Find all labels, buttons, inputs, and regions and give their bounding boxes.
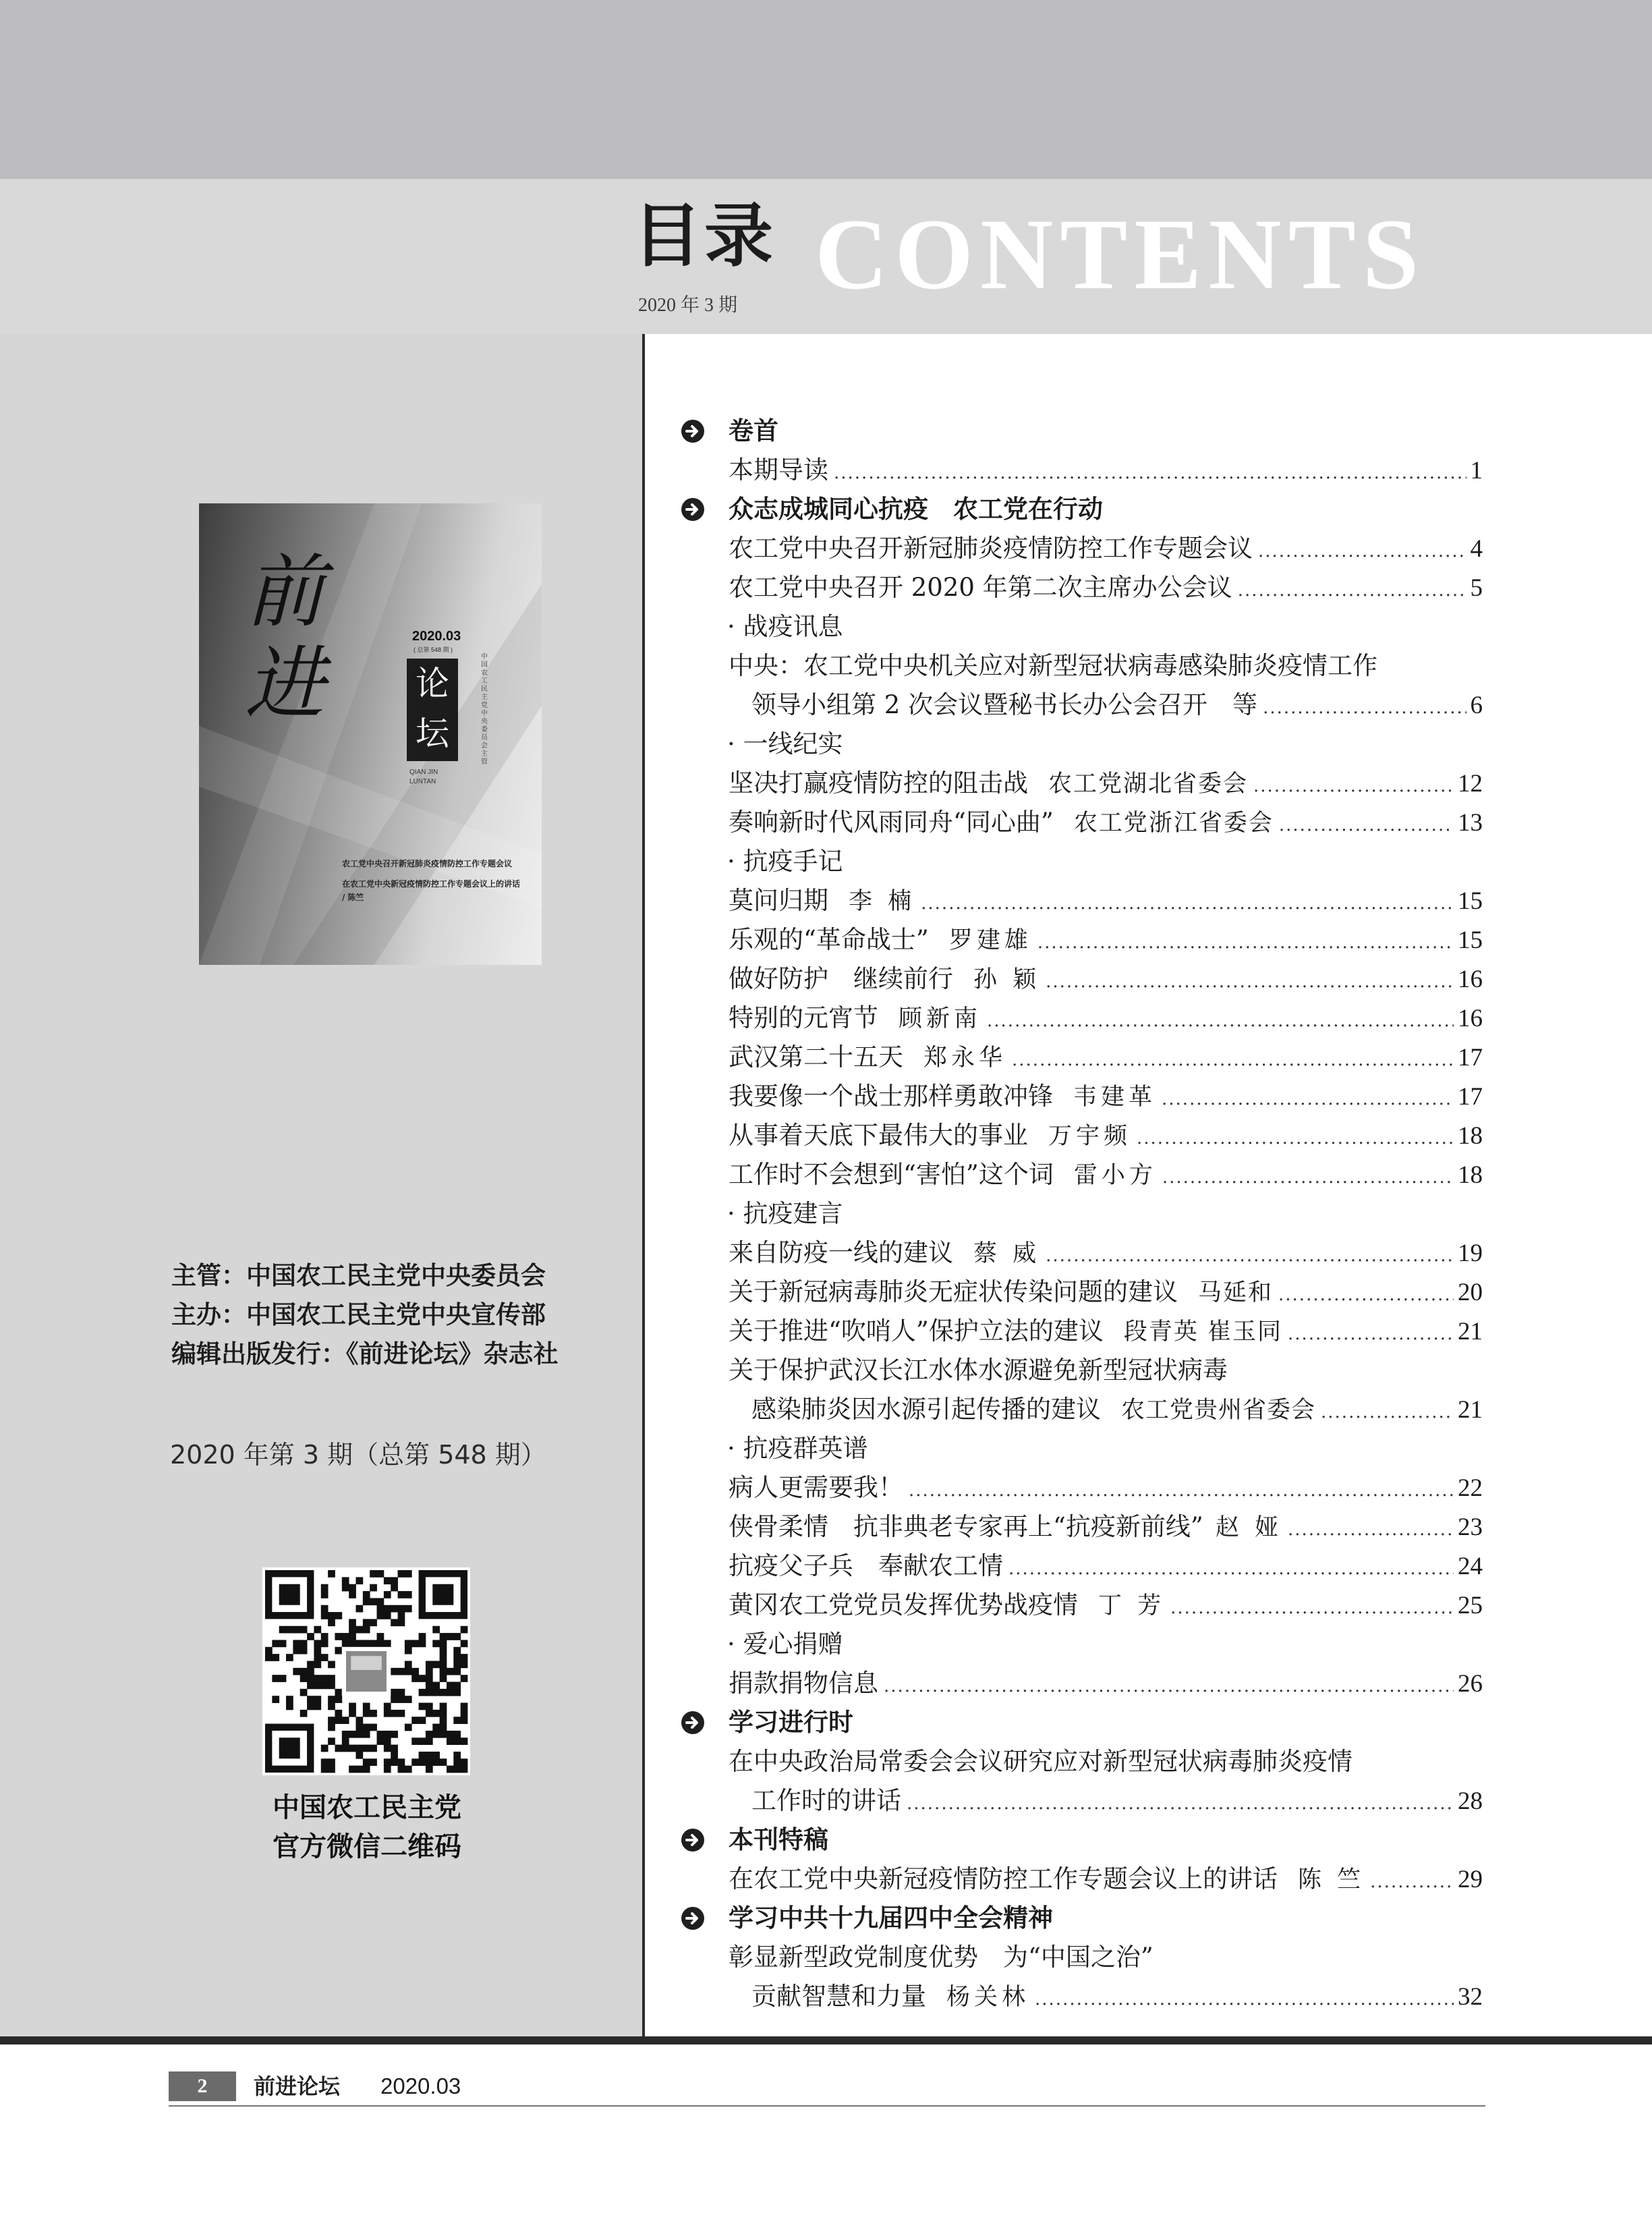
toc-entry-title: 我要像一个战士那样勇敢冲锋 [729,1082,1053,1111]
cover-headlines [342,857,524,911]
toc-entry-page: 18 [1458,1161,1483,1189]
toc-entry-page: 17 [1458,1083,1483,1111]
toc-entry-page: 19 [1458,1240,1483,1267]
toc-entry-title: 农工党中央召开 2020 年第二次主席办公会议 [729,573,1232,602]
toc-subsection: · 战疫讯息 [727,612,843,641]
toc-section[interactable] [681,412,1483,451]
leader-dots [1321,1393,1454,1432]
toc-section-title: 学习中共十九届四中全会精神 [729,1903,1053,1932]
toc-entry-page: 24 [1458,1553,1483,1580]
issue-label: 2020 年 3 期 [638,295,738,316]
toc-entry-title: 在农工党中央新冠疫情防控工作专题会议上的讲话 [729,1864,1278,1893]
toc-entry[interactable] [681,1116,1483,1155]
leader-dots [1170,1588,1454,1627]
toc-entry[interactable] [681,1233,1483,1273]
toc-entry-title: 奏响新时代风雨同舟“同心曲” [729,808,1054,837]
cover-calligraphy: 前进 [245,545,325,730]
toc-entry[interactable] [681,1468,1483,1507]
arrow-right-icon [681,498,704,521]
leader-dots [1370,1862,1454,1901]
toc-subsection: · 一线纪实 [727,729,843,758]
toc-entry-page: 5 [1470,574,1483,602]
toc-entry-title: 做好防护 继续前行 [729,964,953,993]
toc-entry-page: 15 [1458,926,1483,954]
toc-entry[interactable] [681,1312,1483,1351]
cover-date-sub: ( 总第 548 期 ) [414,646,453,653]
toc-entry-page: 16 [1458,966,1483,993]
qr-caption [220,1788,514,1866]
toc-entry-page: 1 [1470,457,1483,484]
toc-entry[interactable] [681,1977,1483,2016]
leader-dots [884,1667,1454,1706]
toc-entry-author: 丁 芳 [1098,1592,1166,1619]
toc-entry-title: 农工党中央召开新冠肺炎疫情防控工作专题会议 [729,534,1253,563]
toc-entry-page: 25 [1458,1592,1483,1619]
toc-section[interactable] [681,1703,1483,1742]
toc-entry-title: 病人更需要我！ [729,1473,903,1502]
toc-entry-author: 罗建雄 [948,927,1032,954]
leader-dots [1263,688,1466,727]
toc-entry-author: 陈 竺 [1298,1866,1365,1893]
page-title: 目录 [633,196,776,277]
issue-note: 2020 年第 3 期（总第 548 期） [170,1440,546,1470]
leader-dots [1278,1275,1454,1314]
toc-entry-title: 贡献智慧和力量 [751,1982,926,2011]
toc-entry[interactable] [681,764,1483,803]
leader-dots [921,884,1454,923]
toc-entry-author: 郑永华 [923,1045,1007,1072]
toc-entry[interactable] [681,959,1483,999]
toc-entry-author: 顾新南 [899,1005,982,1032]
toc-entry-author: 赵 娅 [1215,1514,1282,1541]
toc-entry-page: 12 [1458,770,1483,798]
toc-entry-title: 本期导读 [729,455,828,484]
header-band [0,0,1652,179]
toc-entry-title: 关于新冠病毒肺炎无症状传染问题的建议 [729,1277,1178,1306]
toc-entry-title: 感染肺炎因水源引起传播的建议 [751,1395,1101,1424]
leader-dots [1253,767,1454,806]
leader-dots [1037,923,1454,962]
toc-entry-page: 17 [1458,1044,1483,1072]
toc-entry-page: 29 [1458,1866,1483,1893]
leader-dots [1238,571,1466,610]
cover-pinyin-1: QIAN JIN [409,769,438,776]
toc-entry-line[interactable]: 关于保护武汉长江水体水源避免新型冠状病毒 [729,1356,1228,1385]
toc-entry-title: 关于推进“吹哨人”保护立法的建议 [729,1316,1104,1345]
toc-entry-author: 孙 颖 [973,966,1041,993]
toc-entry[interactable] [681,1860,1483,1899]
toc-entry-title: 特别的元宵节 [729,1003,878,1032]
toc-entry-page: 21 [1458,1318,1483,1345]
toc-entry-page: 18 [1458,1122,1483,1150]
toc-entry-author: 雷小方 [1073,1162,1157,1189]
toc-entry[interactable] [681,1077,1483,1116]
toc-entry-author: 韦建革 [1073,1084,1157,1111]
toc-entry-title: 莫问归期 [729,886,828,915]
toc-section-title: 众志成城同心抗疫 农工党在行动 [729,495,1103,524]
toc-entry[interactable] [681,1547,1483,1586]
toc-entry[interactable] [681,568,1483,607]
footer-rule [169,2105,1485,2107]
toc-entry-author: 农工党贵州省委会 [1121,1397,1316,1424]
toc-subsection: · 抗疫建言 [727,1199,843,1228]
leader-dots [1288,1314,1454,1354]
toc-entry-author: 农工党湖北省委会 [1048,771,1249,798]
arrow-right-icon [681,1829,704,1852]
toc-entry-author: 马延和 [1198,1279,1274,1306]
qr-code-image [262,1567,470,1775]
toc-entry[interactable] [681,1781,1483,1820]
qr-caption-2: 官方微信二维码 [273,1831,461,1862]
toc-entry[interactable] [681,920,1483,959]
toc-entry[interactable] [681,1155,1483,1194]
leader-dots [1279,806,1454,845]
publisher-line-3: 编辑出版发行：《前进论坛》杂志社 [171,1339,559,1368]
toc-entry-title: 来自防疫一线的建议 [729,1238,953,1267]
toc-entry-title: 抗疫父子兵 奉献农工情 [729,1551,1003,1580]
magazine-cover[interactable] [199,503,542,965]
toc-entry-title: 工作时不会想到“害怕”这个词 [729,1160,1054,1189]
toc-section-title: 学习进行时 [729,1708,853,1737]
cover-title-text: 论坛 [416,664,449,753]
toc-entry-page: 4 [1470,535,1483,563]
leader-dots [1046,962,1454,1001]
leader-dots [834,453,1466,493]
vertical-divider [642,334,645,2041]
publisher-line-1: 主管：中国农工民主党中央委员会 [171,1261,546,1290]
toc-section-title: 卷首 [729,416,778,445]
leader-dots [1012,1040,1454,1080]
toc-section[interactable] [681,490,1483,529]
toc-entry-title: 黄冈农工党党员发挥优势战疫情 [729,1590,1078,1619]
toc-entry-page: 20 [1458,1279,1483,1306]
toc-entry-author: 万宇频 [1048,1123,1132,1150]
toc-entry[interactable] [681,529,1483,568]
leader-dots [1258,532,1466,571]
arrow-right-icon [681,420,704,443]
leader-dots [907,1784,1454,1823]
toc-entry-title: 捐款捐物信息 [729,1669,878,1698]
toc-entry[interactable] [681,1664,1483,1703]
toc-entry[interactable] [681,1038,1483,1077]
publisher-info [171,1256,559,1374]
toc-entry-title: 侠骨柔情 抗非典老专家再上“抗疫新前线” [729,1512,1203,1541]
toc-entry-page: 32 [1458,1983,1483,2011]
contents-heading: CONTENTS [815,198,1426,310]
qr-caption-1: 中国农工民主党 [273,1791,461,1823]
toc-entry-title: 从事着天底下最伟大的事业 [729,1121,1028,1150]
toc-entry-page: 26 [1458,1670,1483,1698]
cover-pinyin [409,768,438,787]
toc-entry[interactable] [681,1507,1483,1547]
toc-entry-title: 武汉第二十五天 [729,1042,903,1072]
toc-entry-title: 乐观的“革命战士” [729,925,929,954]
toc-section-title: 本刊特稿 [729,1825,828,1854]
bottom-rule [0,2036,1652,2044]
toc-subsection: · 抗疫群英谱 [727,1434,868,1463]
cover-date: 2020.03 [412,629,461,644]
toc-entry-line[interactable]: 在中央政治局常委会会议研究应对新型冠状病毒肺炎疫情 [729,1747,1352,1776]
leader-dots [1288,1510,1454,1549]
toc-entry-page: 22 [1458,1474,1483,1502]
arrow-right-icon [681,1711,704,1734]
leader-dots [1162,1080,1454,1119]
leader-dots [987,1001,1454,1040]
toc-entry-page: 16 [1458,1005,1483,1032]
toc-entry[interactable] [681,451,1483,490]
toc-entry-title: 坚决打赢疫情防控的阻击战 [729,769,1028,798]
leader-dots [1046,1236,1454,1275]
toc-entry-author: 段青英 崔玉同 [1123,1318,1282,1345]
toc-entry-page: 28 [1458,1787,1483,1815]
toc-entry-author: 李 楠 [849,888,916,915]
cover-side-text: 中国农工民主党中央委员会 主管 [481,653,488,766]
leader-dots [909,1471,1454,1510]
toc-entry-page: 21 [1458,1396,1483,1424]
footer-date: 2020.03 [380,2074,461,2098]
cover-title-box [407,659,458,761]
toc-entry[interactable] [681,1586,1483,1625]
footer-page-number: 2 [169,2071,236,2101]
cover-headline-1: 农工党中央召开新冠肺炎疫情防控工作专题会议 [342,859,513,868]
toc-entry-page: 6 [1470,692,1483,719]
toc-entry[interactable] [681,881,1483,920]
toc-entry[interactable] [681,1390,1483,1429]
arrow-right-icon [681,1907,704,1930]
leader-dots [1008,1549,1454,1588]
publisher-line-2: 主办：中国农工民主党中央宣传部 [171,1300,546,1329]
table-of-contents [681,412,1483,2016]
leader-dots [1035,1980,1454,2019]
toc-entry-author: 蔡 威 [973,1240,1041,1267]
toc-entry-page: 15 [1458,887,1483,915]
cover-headline-2: 在农工党中央新冠疫情防控工作专题会议上的讲话 / 陈竺 [342,879,521,902]
qr-code[interactable] [262,1567,470,1775]
toc-entry-line[interactable]: 彰显新型政党制度优势 为“中国之治” [729,1943,1153,1972]
toc-section[interactable] [681,1820,1483,1860]
toc-entry-page: 23 [1458,1513,1483,1541]
toc-entry-author: 农工党浙江省委会 [1073,810,1274,837]
footer-magazine-name: 前进论坛 [254,2074,341,2099]
toc-entry-page: 13 [1458,809,1483,837]
toc-entry-title: 领导小组第 2 次会议暨秘书长办公会召开 等 [751,690,1258,719]
toc-subsection: · 抗疫手记 [727,847,843,876]
toc-entry-title: 工作时的讲话 [751,1786,901,1815]
toc-entry[interactable] [681,686,1483,725]
toc-section[interactable] [681,1899,1483,1938]
toc-subsection: · 爱心捐赠 [727,1630,843,1659]
toc-entry[interactable] [681,1273,1483,1312]
toc-entry-line[interactable]: 中央：农工党中央机关应对新型冠状病毒感染肺炎疫情工作 [729,651,1377,680]
toc-entry-author: 杨关林 [946,1984,1030,2011]
leader-dots [1162,1158,1454,1197]
toc-entry[interactable] [681,999,1483,1038]
leader-dots [1137,1119,1454,1158]
toc-entry[interactable] [681,803,1483,842]
cover-pinyin-2: LUNTAN [409,778,436,785]
